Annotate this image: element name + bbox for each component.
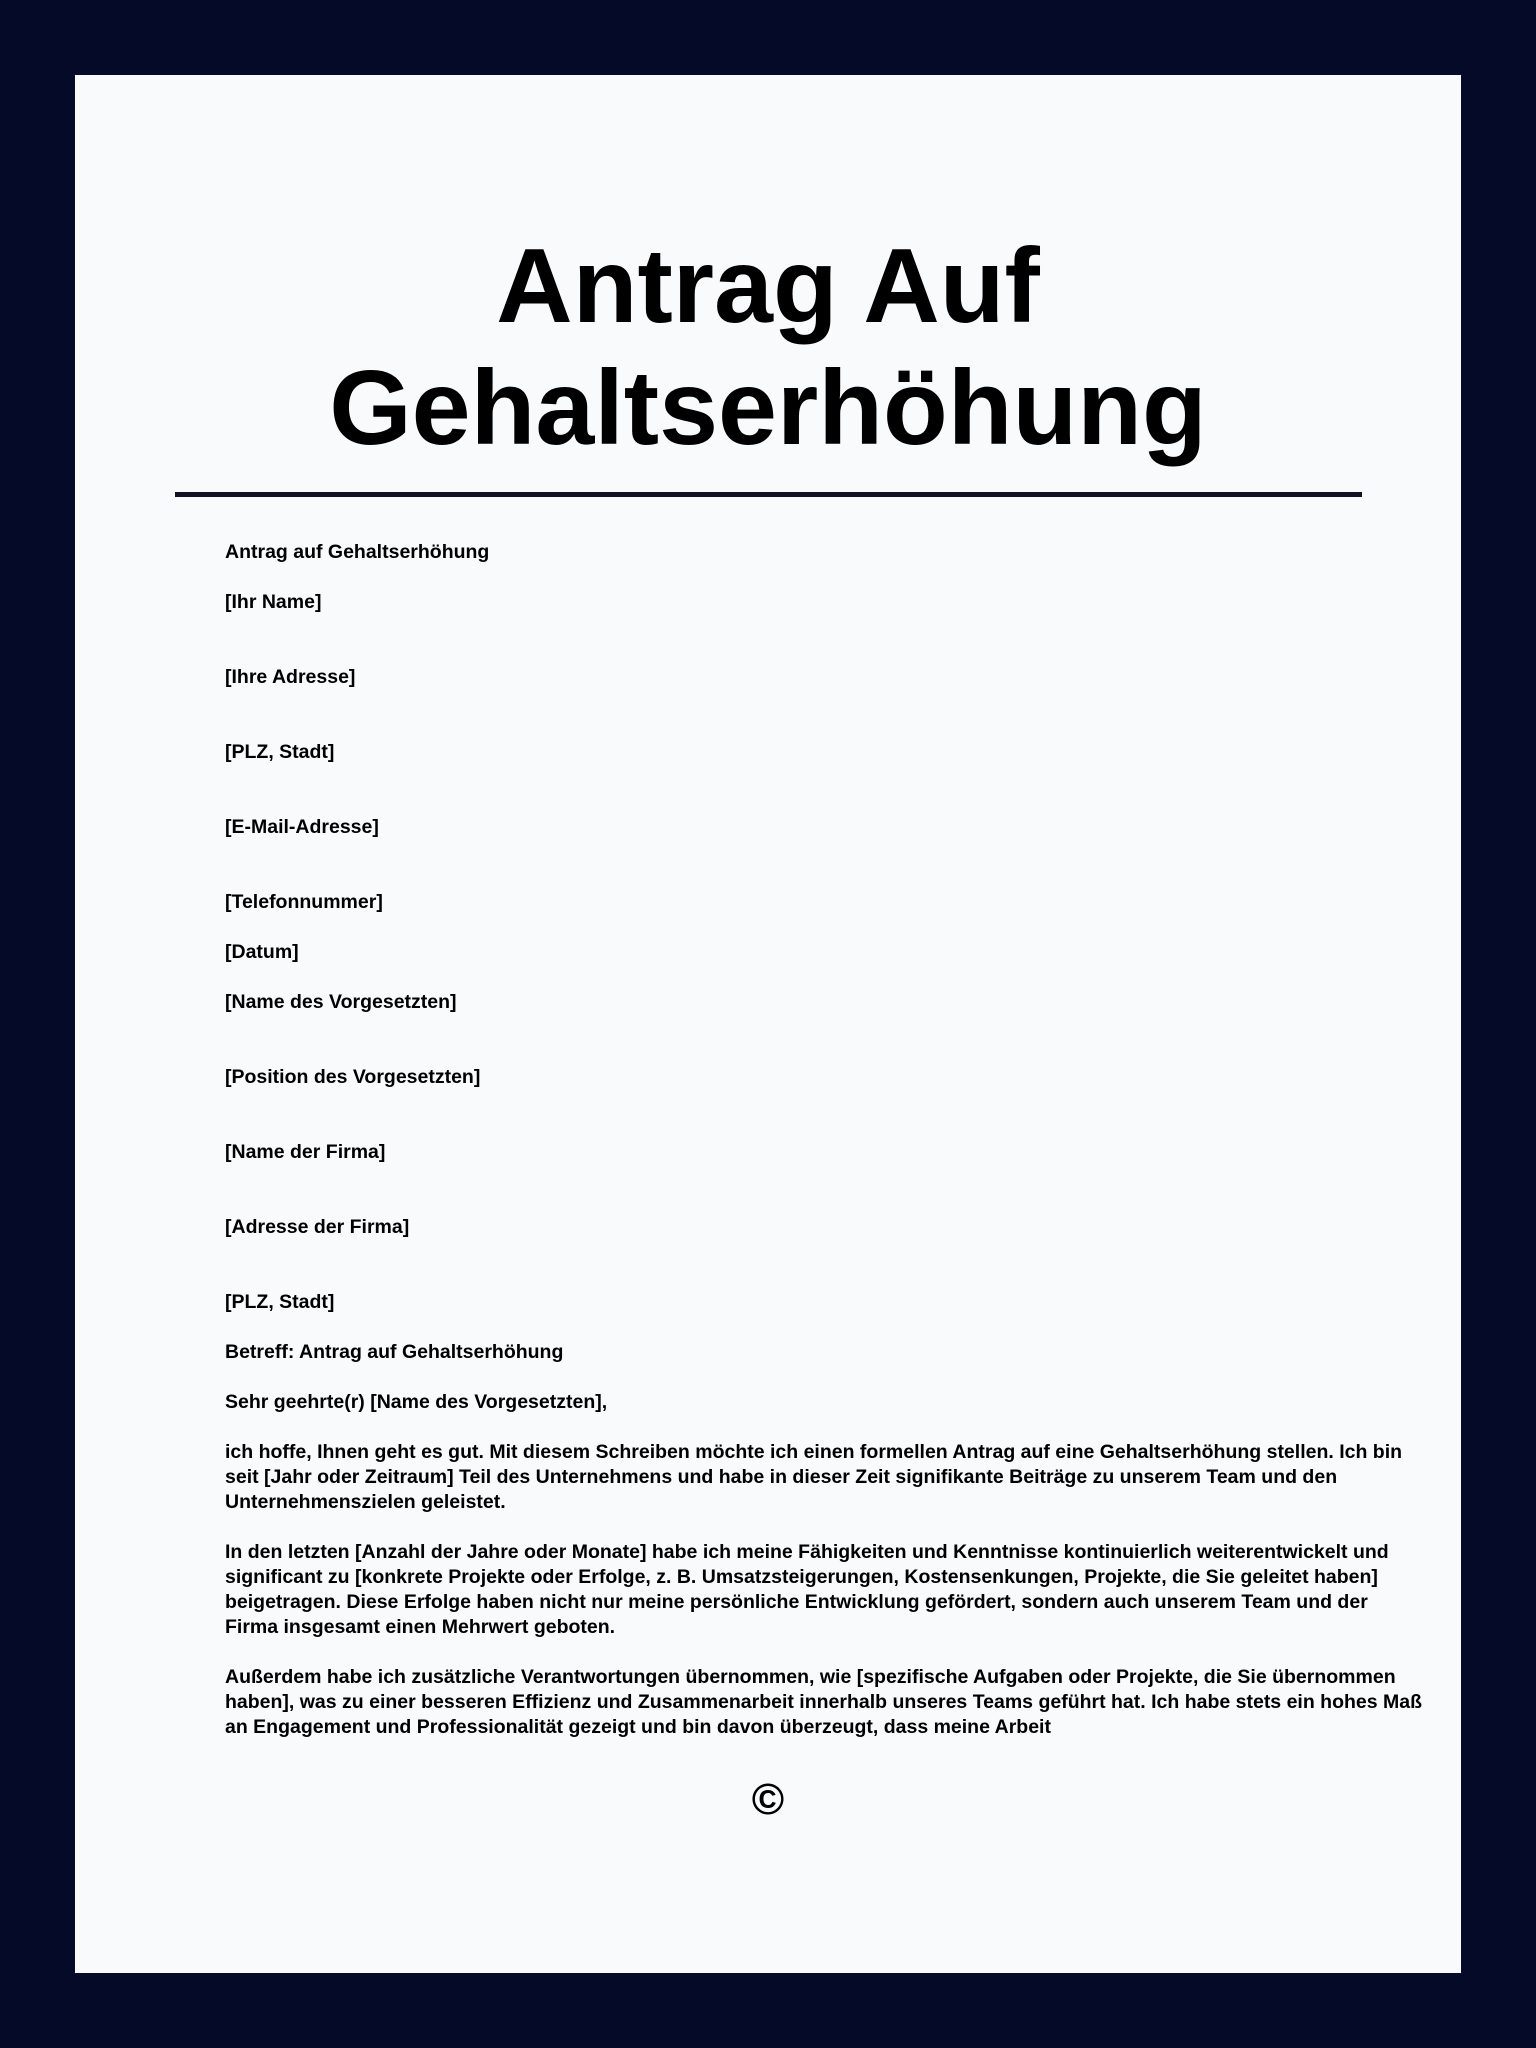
sender-phone: [Telefonnummer]: [225, 891, 383, 913]
letter-subject: Betreff: Antrag auf Gehaltserhöhung: [225, 1341, 564, 1363]
letter-date: [Datum]: [225, 941, 299, 963]
copyright-icon: ©: [751, 1775, 785, 1824]
document-page: [75, 75, 1461, 1973]
letter-salutation: Sehr geehrte(r) [Name des Vorgesetzten],: [225, 1391, 608, 1413]
sender-address: [Ihre Adresse]: [225, 666, 356, 688]
sender-name: [Ihr Name]: [225, 591, 322, 613]
letter-heading: Antrag auf Gehaltserhöhung: [225, 541, 490, 563]
recipient-company-address: [Adresse der Firma]: [225, 1216, 410, 1238]
sender-zip-city: [PLZ, Stadt]: [225, 741, 335, 763]
recipient-name: [Name des Vorgesetzten]: [225, 991, 457, 1013]
letter-paragraph-3: Außerdem habe ich zusätzliche Verantwortungen übernommen, wie [spezifische Aufgaben oder Projekte, die Sie übernommen haben], was zu einer besseren Effizienz und Zusammenarbeit innerhalb unseres Teams geführt hat. Ich habe stets ein hohes Maß an Engagement und Professionalität gezeigt und bin davon überzeugt, dass meine Arbeit: [225, 1666, 1423, 1738]
sender-email: [E-Mail-Adresse]: [225, 816, 379, 838]
letter-paragraph-2: In den letzten [Anzahl der Jahre oder Monate] habe ich meine Fähigkeiten und Kenntnisse kontinuierlich weiterentwickelt und significant zu [konkrete Projekte oder Erfolge, z. B. Umsatzsteigerungen, Kostensenkungen, Projekte, die Sie geleitet haben] beigetragen. Diese Erfolge haben nicht nur meine persönliche Entwicklung gefördert, sondern auch unserem Team und der Firma insgesamt einen Mehrwert geboten.: [225, 1541, 1389, 1638]
letter-body: [225, 540, 1425, 1765]
page-title-line-2: Gehaltserhöhung: [329, 349, 1207, 467]
letter-paragraph-1: ich hoffe, Ihnen geht es gut. Mit diesem Schreiben möchte ich einen formellen Antrag auf eine Gehaltserhöhung stellen. Ich bin seit [Jahr oder Zeitraum] Teil des Unternehmens und habe in dieser Zeit signifikante Beiträge zu unserem Team und den Unternehmenszielen geleistet.: [225, 1441, 1403, 1513]
recipient-position: [Position des Vorgesetzten]: [225, 1066, 481, 1088]
recipient-company: [Name der Firma]: [225, 1141, 386, 1163]
recipient-zip-city: [PLZ, Stadt]: [225, 1291, 335, 1313]
page-title-line-1: Antrag Auf: [496, 227, 1040, 345]
page-title: [75, 225, 1461, 469]
title-divider: [175, 492, 1362, 497]
